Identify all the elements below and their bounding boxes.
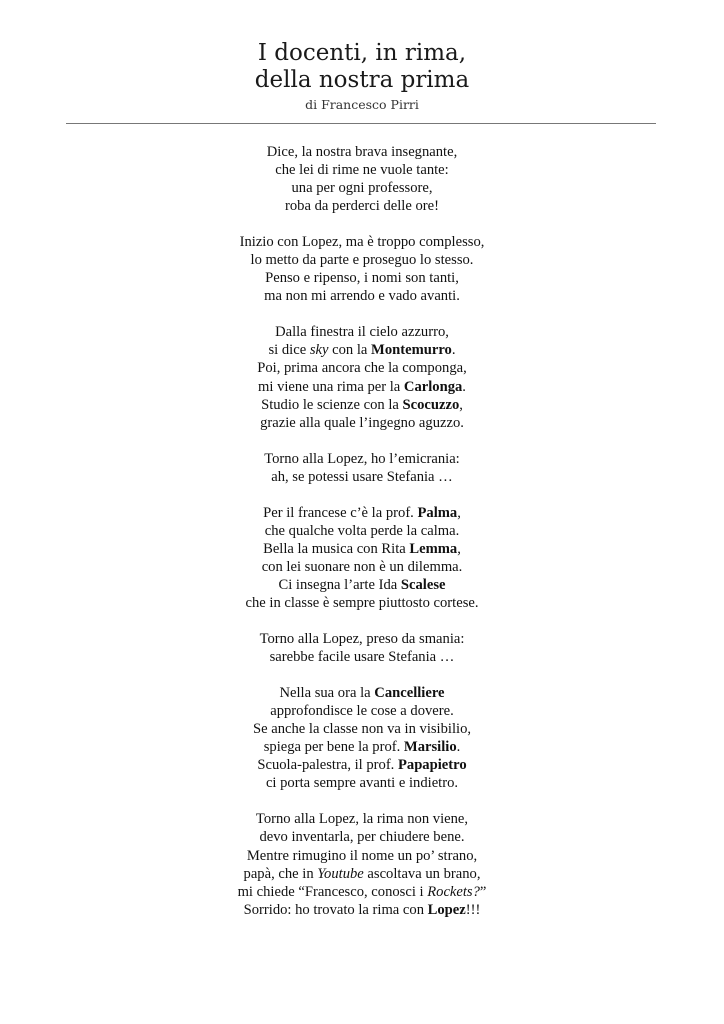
line-text: che lei di rime ne vuole tante: [275, 162, 449, 179]
poem-line [0, 540, 724, 558]
line-text: Dice, la nostra brava insegnante, [266, 144, 458, 160]
poem-line [0, 648, 724, 666]
line-text: mi viene una rima per la [258, 378, 404, 395]
title-line-1: I docenti, in rima, [257, 40, 467, 66]
line-text: sarebbe facile usare Stefania … [269, 649, 455, 666]
teacher-name: Palma [417, 504, 458, 521]
poem-line [0, 901, 724, 919]
poem-line [0, 810, 724, 828]
line-text: spiega per bene la prof. [263, 739, 404, 756]
title-divider [66, 123, 656, 124]
line-text: Scuola-palestra, il prof. [257, 757, 398, 774]
poem-line [0, 323, 724, 341]
poem-line [0, 774, 724, 792]
emphasis-text: sky [309, 342, 329, 359]
teacher-name: Lopez [427, 901, 466, 918]
poem-line [0, 468, 724, 486]
line-text: . [462, 378, 466, 395]
line-text: approfondisce le cose a dovere. [270, 703, 454, 720]
line-text: Nella sua ora la [279, 685, 375, 702]
poem-line [0, 251, 724, 269]
line-text: Poi, prima ancora che la componga, [257, 360, 467, 377]
poem-line [0, 702, 724, 720]
line-text: lo metto da parte e proseguo lo stesso. [250, 252, 474, 269]
poem-line [0, 143, 724, 161]
teacher-name: Marsilio [403, 739, 457, 756]
poem-line [0, 287, 724, 305]
line-text: ci porta sempre avanti e indietro. [265, 775, 459, 792]
line-text: ma non mi arrendo e vado avanti. [264, 288, 460, 305]
line-text: Penso e ripenso, i nomi son tanti, [265, 270, 459, 287]
teacher-name: Cancelliere [374, 685, 445, 702]
poem-line [0, 414, 724, 432]
line-text: Studio le scienze con la [261, 396, 403, 413]
line-text: . [456, 739, 461, 756]
line-text: , [457, 504, 461, 521]
line-text: ” [479, 883, 487, 900]
poem-line [0, 738, 724, 756]
page-title [0, 40, 724, 94]
stanza [0, 323, 724, 431]
poem-line [0, 504, 724, 522]
line-text: Per il francese c’è la prof. [263, 504, 418, 521]
author-byline: di Francesco Pirri [305, 97, 419, 112]
line-text: Torno alla Lopez, preso da smania: [259, 631, 465, 648]
teacher-name: Scocuzzo [402, 396, 460, 413]
poem-body [0, 143, 724, 937]
line-text: Sorrido: ho trovato la rima con [243, 901, 428, 918]
poem-line [0, 179, 724, 197]
line-text: mi chiede “Francesco, conosci i [237, 883, 428, 900]
teacher-name: Montemurro [371, 342, 452, 359]
line-text: Ci insegna l’arte Ida [278, 576, 401, 593]
line-text: si dice [268, 342, 310, 359]
stanza [0, 630, 724, 666]
emphasis-text: Rockets? [427, 883, 480, 900]
title-line-2: della nostra prima [254, 67, 470, 93]
emphasis-text: Youtube [317, 865, 364, 882]
poem-line [0, 630, 724, 648]
stanza [0, 233, 724, 305]
line-text: una per ogni professore, [291, 180, 433, 197]
poem-line [0, 865, 724, 883]
line-text: , [459, 396, 463, 413]
line-text: che qualche volta perde la calma. [264, 522, 460, 539]
poem-line [0, 576, 724, 594]
line-text: papà, che in [243, 865, 318, 882]
poem-line [0, 684, 724, 702]
poem-line [0, 756, 724, 774]
poem-line [0, 233, 724, 251]
line-text: . [451, 342, 456, 359]
line-text: con lei suonare non è un dilemma. [261, 558, 463, 575]
poem-line [0, 161, 724, 179]
teacher-name: Carlonga [403, 378, 463, 395]
stanza [0, 684, 724, 792]
stanza [0, 143, 724, 215]
line-text: roba da perderci delle ore! [285, 198, 439, 215]
line-text: Torno alla Lopez, la rima non viene, [255, 811, 469, 828]
poem-line [0, 847, 724, 865]
line-text: ascoltava un brano, [363, 865, 481, 882]
stanza [0, 450, 724, 486]
line-text: Inizio con Lopez, ma è troppo complesso, [239, 234, 485, 251]
poem-line [0, 269, 724, 287]
poem-line [0, 450, 724, 468]
poem-line [0, 396, 724, 414]
teacher-name: Scalese [400, 576, 446, 593]
line-text: devo inventarla, per chiudere bene. [259, 829, 465, 846]
poem-line [0, 720, 724, 738]
line-text: che in classe è sempre piuttosto cortese. [245, 594, 479, 611]
poem-line [0, 594, 724, 612]
teacher-name: Lemma [409, 540, 458, 557]
poem-line [0, 341, 724, 359]
line-text: grazie alla quale l’ingegno aguzzo. [260, 414, 464, 431]
line-text: Bella la musica con Rita [263, 540, 410, 557]
line-text: Torno alla Lopez, ho l’emicrania: [264, 450, 460, 467]
line-text: Se anche la classe non va in visibilio, [252, 721, 472, 738]
poem-line [0, 378, 724, 396]
line-text: !!! [465, 901, 481, 918]
line-text: ah, se potessi usare Stefania … [271, 468, 453, 485]
poem-line [0, 558, 724, 576]
poem-line [0, 359, 724, 377]
line-text: Dalla finestra il cielo azzurro, [275, 324, 449, 341]
teacher-name: Papapietro [397, 757, 467, 774]
poem-line [0, 522, 724, 540]
poem-line [0, 883, 724, 901]
poem-line [0, 197, 724, 215]
stanza [0, 504, 724, 612]
stanza [0, 810, 724, 918]
poem-line [0, 828, 724, 846]
line-text: Mentre rimugino il nome un po’ strano, [246, 847, 478, 864]
line-text: con la [328, 342, 372, 359]
line-text: , [457, 540, 461, 557]
